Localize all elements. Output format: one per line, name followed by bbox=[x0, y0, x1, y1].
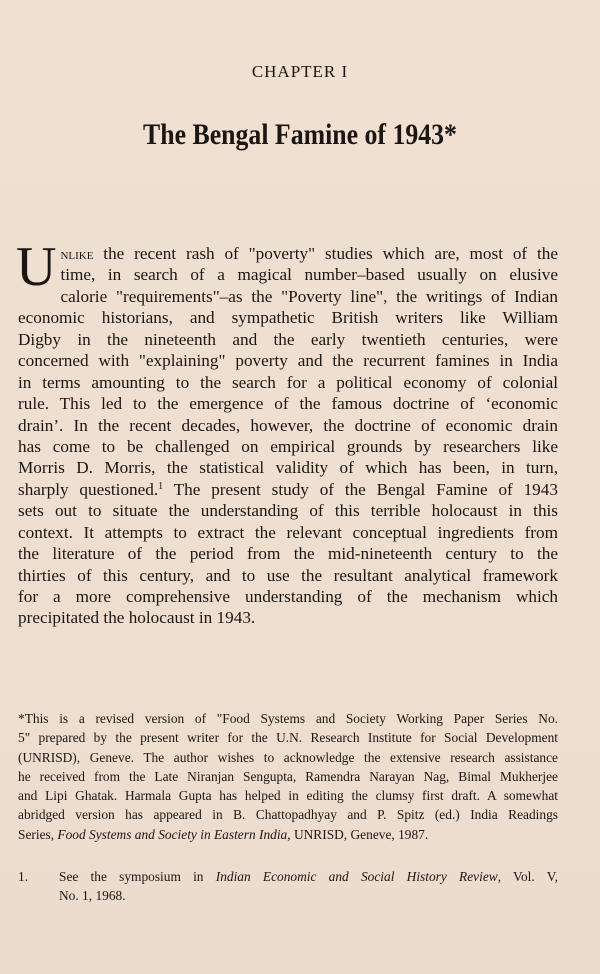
body-line: drain’. In the recent decades, however, the doctrine of economic drain bbox=[18, 415, 558, 435]
footnote-line: No. 1, 1968. bbox=[59, 888, 126, 904]
footnote-text bbox=[59, 867, 558, 906]
note-line: he received from the Late Niranjan Sengupta, Ramendra Narayan Nag, Bimal Mukherjee bbox=[18, 768, 558, 784]
body-line: rule. This led to the emergence of the famous doctrine of ‘economic bbox=[18, 394, 558, 414]
note-line: 5" prepared by the present writer for the U.N. Research Institute for Social Development bbox=[18, 730, 558, 746]
drop-cap: U bbox=[16, 236, 57, 298]
body-line: context. It attempts to extract the relevant conceptual ingredients from bbox=[18, 522, 558, 542]
body-line: for a more comprehensive understanding of the mechanism which bbox=[18, 587, 558, 606]
body-line: Digby in the nineteenth and the early twentieth centuries, were bbox=[18, 329, 558, 349]
journal-title: Indian Economic and Social History Review bbox=[215, 869, 498, 884]
footnote-line: See the symposium in Indian Economic and Social History Review, Vol. V, bbox=[59, 869, 558, 884]
body-line: concerned with "explaining" poverty and the recurrent famines in India bbox=[18, 351, 558, 371]
body-line: in terms amounting to the search for a political economy of colonial bbox=[18, 372, 558, 392]
body-line: sets out to situate the understanding of this terrible holocaust in this bbox=[18, 501, 558, 521]
body-paragraph bbox=[16, 236, 558, 629]
body-line: economic historians, and sympathetic British writers like William bbox=[18, 308, 558, 328]
note-line: abridged version has appeared in B. Chattopadhyay and P. Spitz (ed.) India Readings bbox=[18, 807, 558, 823]
body-line: thirties of this century, and to use the resultant analytical framework bbox=[18, 565, 558, 585]
body-line: has come to be challenged on empirical grounds by researchers like bbox=[18, 436, 558, 456]
revision-note bbox=[18, 709, 558, 844]
footnote-reference: 1 bbox=[158, 480, 164, 492]
body-line: calorie "requirements"–as the "Poverty line", the writings of Indian bbox=[60, 286, 558, 306]
note-line: (UNRISD), Geneve. The author wishes to acknowledge the extensive research assistance bbox=[18, 749, 558, 765]
chapter-label: CHAPTER I bbox=[251, 62, 349, 81]
body-line: sharply questioned.$^1$ The present study of the Bengal Famine of 1943 bbox=[18, 479, 558, 499]
body-line: precipitated the holocaust in 1943. bbox=[18, 608, 256, 628]
footnote bbox=[18, 867, 558, 906]
body-line: Morris D. Morris, the statistical validity of which has been, in turn, bbox=[18, 458, 558, 478]
body-line: nlike the recent rash of "poverty" studies which are, most of the bbox=[60, 244, 558, 263]
body-line: the literature of the period from the mid-nineteenth century to the bbox=[18, 544, 558, 564]
note-line: Series, Food Systems and Society in Eastern India, UNRISD, Geneve, 1987. bbox=[18, 826, 429, 842]
chapter-title: The Bengal Famine of 1943* bbox=[143, 118, 457, 151]
body-line: time, in search of a magical number–based usually on elusive bbox=[60, 265, 558, 285]
note-line: *This is a revised version of "Food Systems and Society Working Paper Series No. bbox=[18, 711, 558, 726]
book-title: Food Systems and Society in Eastern India bbox=[57, 826, 288, 842]
small-caps-word: nlike bbox=[60, 247, 94, 263]
note-line: and Lipi Ghatak. Harmala Gupta has helped in editing the clumsy first draft. A somewhat bbox=[18, 788, 558, 804]
footnote-number: 1. bbox=[18, 869, 29, 884]
